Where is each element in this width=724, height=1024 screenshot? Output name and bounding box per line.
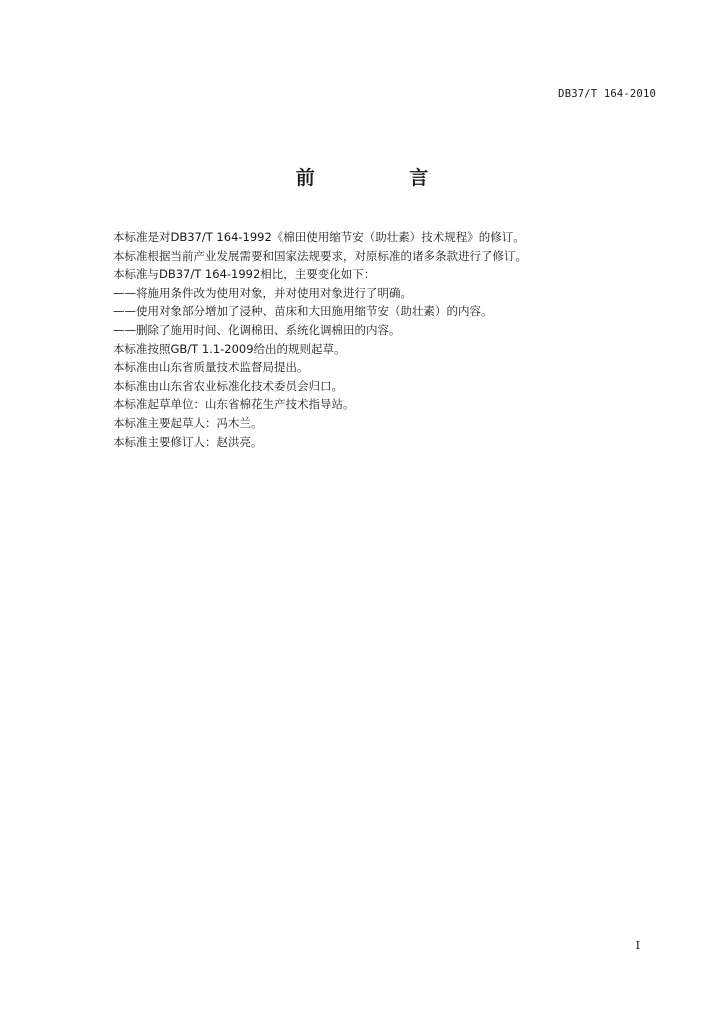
page-title: 前 言 (295, 167, 473, 189)
page-number: I (635, 939, 640, 952)
paragraph-centralized-by: 本标准由山东省农业标准化技术委员会归口。 (113, 378, 343, 393)
paragraph-drafting-unit: 本标准起草单位：山东省棉花生产技术指导站。 (113, 397, 355, 412)
paragraph-revision-of: 本标准是对DB37/T 164-1992《棉田使用缩节安（助壮素）技术规程》的修订。 (113, 230, 525, 244)
foreword-body (113, 228, 613, 451)
change-item-2: ——使用对象部分增加了浸种、苗床和大田施用缩节安（助壮素）的内容。 (113, 304, 493, 319)
change-item-3: ——删除了施用时间、化调棉田、系统化调棉田的内容。 (113, 322, 401, 337)
paragraph-main-changes: 本标准与DB37/T 164-1992相比，主要变化如下： (113, 267, 376, 282)
document-code: DB37/T 164-2010 (558, 88, 656, 100)
change-item-1: ——将施用条件改为使用对象，并对使用对象进行了明确。 (113, 285, 412, 300)
paragraph-proposed-by: 本标准由山东省质量技术监督局提出。 (113, 360, 309, 375)
paragraph-main-drafter: 本标准主要起草人：冯木兰。 (113, 415, 263, 430)
paragraph-drafting-rules: 本标准按照GB/T 1.1-2009给出的规则起草。 (113, 341, 346, 356)
paragraph-revision-basis: 本标准根据当前产业发展需要和国家法规要求，对原标准的诸多条款进行了修订。 (113, 248, 527, 263)
paragraph-main-reviser: 本标准主要修订人：赵洪亮。 (113, 434, 263, 449)
